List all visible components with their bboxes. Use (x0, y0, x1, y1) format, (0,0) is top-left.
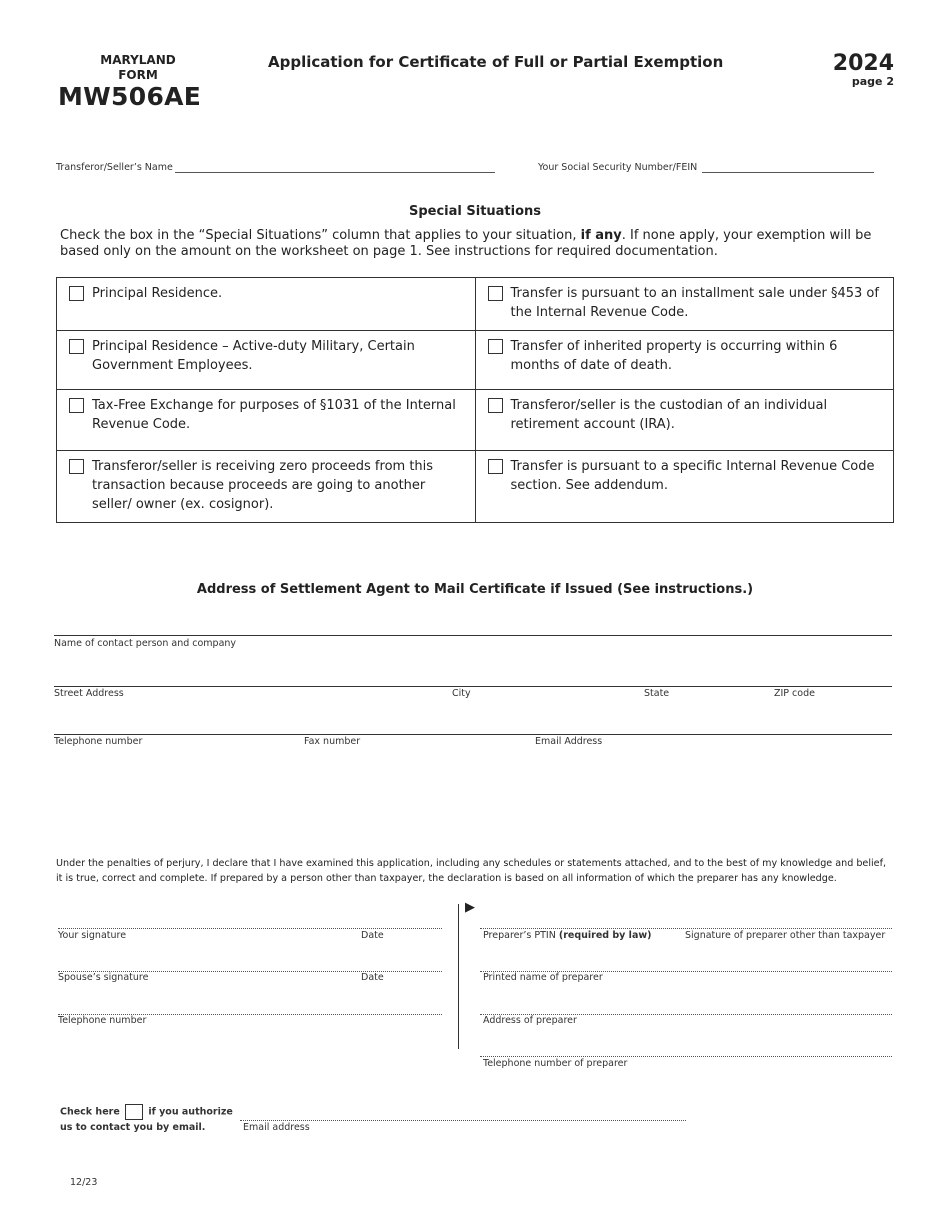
printed-name-label: Printed name of preparer (483, 972, 603, 983)
special-situations-title: Special Situations (408, 204, 542, 219)
situation-cell (475, 390, 894, 451)
situation-label: Transfer of inherited property is occurring within 6 months of date of death. (510, 339, 838, 373)
ptin-required-text: (required by law) (558, 930, 652, 941)
preparer-ptin-field[interactable] (480, 928, 892, 929)
situation-label: Transfer is pursuant to an installment sale under §453 of the Internal Revenue Code. (510, 286, 879, 320)
situation-cell (57, 390, 476, 451)
fax-label: Fax number (304, 736, 361, 747)
your-signature-field[interactable] (58, 928, 442, 929)
situation-label: Transferor/seller is the custodian of an individual retirement account (IRA). (510, 398, 828, 432)
seller-name-field[interactable] (175, 172, 495, 173)
preparer-address-label: Address of preparer (483, 1015, 577, 1026)
contact-by-email-text: us to contact you by email. (60, 1122, 206, 1133)
situation-checkbox[interactable] (488, 398, 503, 413)
situation-checkbox[interactable] (69, 398, 84, 413)
seller-name-label: Transferor/Seller’s Name (56, 162, 173, 173)
situation-checkbox[interactable] (69, 459, 84, 474)
contact-label: Name of contact person and company (54, 638, 237, 649)
perjury-declaration: Under the penalties of perjury, I declare that I have examined this application, including any schedules or statements attached, and to the best of my knowledge and belief, it is true, correct and complete. If prepared by a person other than taxpayer, the declaration is based on all information of which the preparer has any knowledge. (56, 858, 886, 884)
authorize-text: if you authorize (148, 1106, 233, 1118)
form-label: FORM (118, 68, 158, 82)
intro-text-1: Check the box in the “Special Situations” column that applies to your situation, (60, 228, 581, 243)
email-authorization (60, 1104, 233, 1120)
email-authorization-checkbox[interactable] (125, 1104, 143, 1120)
your-signature-label: Your signature (58, 930, 127, 941)
spouse-signature-label: Spouse’s signature (58, 972, 149, 983)
situation-label: Principal Residence. (92, 286, 223, 301)
page-title: Application for Certificate of Full or Partial Exemption (268, 53, 724, 71)
situation-checkbox[interactable] (488, 339, 503, 354)
address-field-line[interactable] (54, 686, 892, 687)
ptin-label (483, 930, 651, 941)
date-label: Date (361, 930, 384, 941)
phone-field-line[interactable] (54, 734, 892, 735)
situation-cell (475, 331, 894, 390)
street-label: Street Address (54, 688, 124, 699)
intro-text-2: . If none apply, your exemption will be based only on the amount on the worksheet on page 1. See instructions for required documentation. (60, 228, 872, 259)
preparer-phone-label: Telephone number of preparer (483, 1058, 628, 1069)
situation-label: Tax-Free Exchange for purposes of §1031 of the Internal Revenue Code. (92, 398, 456, 432)
authorization-email-field[interactable] (240, 1120, 686, 1121)
check-here-text: Check here (60, 1106, 120, 1118)
form-number: MW506AE (58, 82, 202, 111)
situation-cell (475, 451, 894, 523)
situation-checkbox[interactable] (69, 339, 84, 354)
situation-label: Transferor/seller is receiving zero proceeds from this transaction because proceeds are going to another seller/ owner (ex. cosignor). (92, 459, 434, 512)
state-name: MARYLAND (100, 53, 176, 67)
phone-label: Telephone number (54, 736, 143, 747)
preparer-signature-label: Signature of preparer other than taxpayer (685, 930, 886, 941)
situation-cell (57, 451, 476, 523)
ssn-label: Your Social Security Number/FEIN (538, 162, 698, 173)
special-situations-table (56, 277, 894, 523)
authorization-email-label: Email address (243, 1122, 310, 1133)
situation-checkbox[interactable] (488, 459, 503, 474)
situation-cell (475, 278, 894, 331)
preparer-phone-field[interactable] (480, 1056, 892, 1057)
situation-cell (57, 331, 476, 390)
form-state-label (90, 53, 186, 83)
city-label: City (452, 688, 471, 699)
sign-arrow-icon: ▶ (465, 900, 475, 915)
situation-label: Principal Residence – Active-duty Military, Certain Government Employees. (92, 339, 415, 373)
situation-checkbox[interactable] (69, 286, 84, 301)
page-number: page 2 (851, 75, 894, 88)
ptin-label-text: Preparer’s PTIN (483, 930, 559, 941)
zip-label: ZIP code (774, 688, 815, 699)
tax-year: 2024 (832, 51, 894, 76)
special-situations-intro (60, 228, 890, 259)
date-label: Date (361, 972, 384, 983)
signature-divider (458, 904, 459, 1049)
ssn-field[interactable] (702, 172, 874, 173)
form-revision-code: 12/23 (70, 1177, 98, 1188)
situation-cell (57, 278, 476, 331)
state-label: State (644, 688, 670, 699)
email-label: Email Address (535, 736, 603, 747)
contact-field-line[interactable] (54, 635, 892, 636)
situation-checkbox[interactable] (488, 286, 503, 301)
intro-text-bold: if any (580, 228, 622, 243)
telephone-label: Telephone number (58, 1015, 147, 1026)
settlement-agent-title: Address of Settlement Agent to Mail Certificate if Issued (See instructions.) (196, 582, 754, 597)
situation-label: Transfer is pursuant to a specific Internal Revenue Code section. See addendum. (510, 459, 875, 493)
